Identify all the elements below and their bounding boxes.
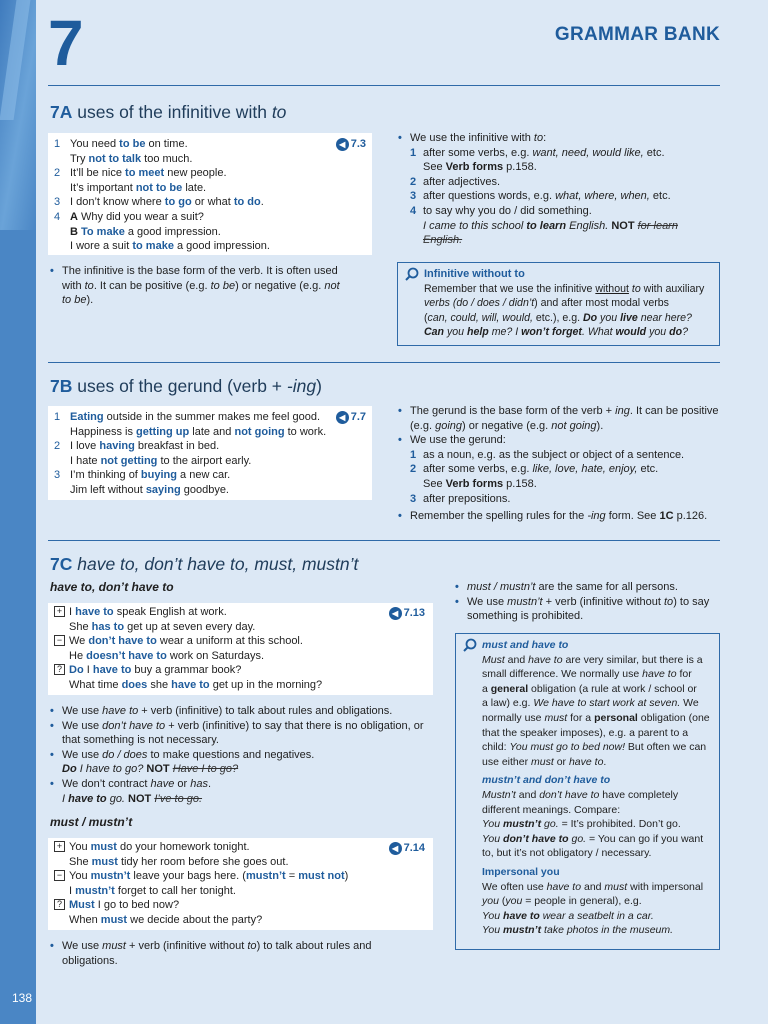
note-7a: • The infinitive is the base form of the verb. It is often used with to. It can be positive (e.g. to be) or negative (e.g. not to be).: [50, 265, 340, 307]
rule-line: See Verb forms p.158.: [423, 477, 537, 490]
example-line: − We don’t have to wear a uniform at this school.: [54, 634, 427, 649]
note-must: • We use must + verb (infinitive without to) to talk about rules and obligations.: [50, 940, 372, 967]
rule-line: 2 after adjectives.: [410, 175, 501, 188]
note-line: • We don’t contract have or has. I have to go. NOT I’ve to go.: [50, 777, 212, 805]
section-7a-title: 7A uses of the infinitive with to: [50, 102, 287, 122]
tip-line: We often use have to and must with impersonal: [482, 880, 704, 893]
question-icon: ?: [54, 899, 65, 910]
tip-line: Can you help me? I won’t forget. What would you do?: [424, 326, 688, 339]
example-line: She must tidy her room before she goes out.: [69, 855, 289, 868]
rule-line: 1 as a noun, e.g. as the subject or object of a sentence.: [410, 448, 685, 461]
example-line: 1 You need to be on time.: [54, 138, 188, 150]
note-line: • We use don’t have to + verb (infinitive) to say that there is no obligation, or that something is not necessary.: [50, 719, 424, 747]
rule-line: 2 after some verbs, e.g. like, love, hate, enjoy, etc.: [410, 463, 659, 476]
tip-line: use either must or have to.: [482, 755, 607, 768]
rule-line: English.: [423, 234, 463, 247]
example-line: She has to get up at seven every day.: [69, 620, 256, 633]
tip-line: that the speaker imposes), e.g. a parent to a: [482, 726, 689, 739]
rules-7b: • The gerund is the base form of the verb + ing. It can be positive (e.g. going) or negative (e.g. not going). • We use the gerund: 1 as a noun, e.g. as the subject or object of a sentence. 2 after some verbs, e.g. like, love, hate, enjoy, etc. See Verb forms p.158. 3 after prepositions. • Remember the spelling rules for the -ing form. See 1C p.126.: [398, 405, 719, 523]
tip-heading-impersonal: Impersonal you: [482, 865, 560, 878]
subheading-must: must / mustn’t: [50, 815, 133, 829]
audio-icon: ◀: [336, 411, 349, 424]
subheading-have-to: have to, don’t have to: [50, 580, 174, 594]
audio-7-3[interactable]: ◀ 7.3: [336, 137, 366, 152]
tip-line: Must and have to are very similar, but there is a: [482, 653, 703, 666]
tip-line: You have to wear a seatbelt in a car.: [482, 909, 654, 922]
audio-icon: ◀: [336, 138, 349, 151]
tip-must-and-have-to: [455, 633, 720, 950]
example-line: 2 It’ll be nice to meet new people.: [54, 167, 227, 180]
example-line: ? Do I have to buy a grammar book?: [54, 663, 427, 678]
note-line: • We use do / does to make questions and negatives. Do I have to go? NOT Have I to go?: [50, 748, 315, 776]
negative-icon: −: [54, 635, 65, 646]
tip-line: different meanings. Compare:: [482, 803, 621, 816]
rules-7a: • We use the infinitive with to: 1 after some verbs, e.g. want, need, would like, etc. See Verb forms p.158. 2 after adjectives. 3 after questions words, e.g. what, where, when, etc. 4 to say why you do / did something. I came to this school to learn English. NOT for learn English.: [398, 131, 720, 248]
example-line: Happiness is getting up late and not going to work.: [70, 425, 327, 438]
tip-line: child: You must go to bed now! But often we can: [482, 741, 707, 754]
example-line: ? Must I go to bed now?: [54, 898, 427, 913]
example-line: + I have to speak English at work.: [54, 605, 427, 620]
tip-line: small difference. We normally use have to for: [482, 668, 692, 681]
example-line: 3 I don’t know where to go or what to do.: [54, 196, 264, 209]
audio-icon: ◀: [389, 842, 402, 855]
example-line: I wore a suit to make a good impression.: [70, 240, 270, 253]
example-line: Jim left without saying goodbye.: [70, 483, 229, 496]
rules-must: • must / mustn’t are the same for all persons. • We use mustn’t + verb (infinitive without to) to say something is prohibited.: [455, 581, 710, 623]
rule-line: I came to this school to learn English. NOT for learn: [423, 219, 678, 232]
audio-icon: ◀: [389, 607, 402, 620]
examples-7b: [48, 406, 372, 500]
tip-line: You mustn’t take photos in the museum.: [482, 924, 674, 937]
magnifier-icon: [463, 638, 477, 652]
examples-7c-have-to: [48, 603, 433, 695]
divider: [48, 362, 720, 363]
rule-line: See Verb forms p.158.: [423, 161, 537, 174]
positive-icon: +: [54, 841, 65, 852]
audio-7-14[interactable]: ◀ 7.14: [389, 841, 425, 856]
tip-line: You don’t have to go. = You can go if you want: [482, 832, 704, 845]
tip-line: a general obligation (a rule at work / school or: [482, 682, 697, 695]
page-number: 138: [12, 991, 33, 1005]
example-line: It’s important not to be late.: [70, 181, 207, 194]
grammar-bank-title: GRAMMAR BANK: [554, 24, 720, 45]
rule-line: 1 after some verbs, e.g. want, need, would like, etc.: [410, 146, 665, 159]
audio-7-7[interactable]: ◀ 7.7: [336, 410, 366, 425]
example-line: 3 I’m thinking of buying a new car.: [54, 469, 231, 482]
note-line: • We use have to + verb (infinitive) to talk about rules and obligations.: [50, 705, 393, 717]
tip-title: Infinitive without to: [424, 268, 525, 280]
tip-infinitive-without-to: [397, 262, 720, 346]
tip-heading-mustnt: mustn’t and don’t have to: [482, 774, 611, 787]
notes-have-to: [50, 704, 435, 806]
rule-line: 3 after questions words, e.g. what, where, when, etc.: [410, 190, 671, 203]
audio-7-13[interactable]: ◀ 7.13: [389, 606, 425, 621]
example-line: When must we decide about the party?: [69, 913, 263, 926]
examples-7c-must: [48, 838, 433, 930]
example-line: He doesn’t have to work on Saturdays.: [69, 649, 265, 662]
example-line: + You must do your homework tonight.: [54, 840, 427, 855]
tip-title: must and have to: [482, 639, 569, 651]
tip-line: (can, could, will, would, etc.), e.g. Do you live near here?: [424, 311, 692, 324]
rule-line: 3 after prepositions.: [410, 492, 511, 505]
tip-line: normally use must for a personal obligation (one: [482, 711, 710, 724]
example-line: − You mustn’t leave your bags here. (mustn’t = must not): [54, 869, 427, 884]
page-sidebar: [0, 0, 36, 1024]
section-7b-title: 7B uses of the gerund (verb + -ing): [50, 376, 322, 396]
negative-icon: −: [54, 870, 65, 881]
example-line: Try not to talk too much.: [70, 152, 193, 165]
examples-7a: [48, 133, 372, 255]
tip-line: Remember that we use the infinitive without to with auxiliary: [424, 282, 705, 295]
example-line: 1 Eating outside in the summer makes me feel good.: [54, 411, 321, 423]
example-line: What time does she have to get up in the morning?: [69, 678, 323, 691]
question-icon: ?: [54, 664, 65, 675]
tip-line: a law) e.g. We have to start work at seven. We: [482, 697, 699, 710]
rule-line: 4 to say why you do / did something.: [410, 204, 592, 217]
tip-line: Mustn’t and don’t have to have completely: [482, 788, 679, 801]
unit-number: 7: [48, 7, 84, 79]
divider: [48, 85, 720, 86]
tip-line: You mustn’t go. = It’s prohibited. Don’t go.: [482, 818, 681, 831]
positive-icon: +: [54, 606, 65, 617]
example-line: 4 A Why did you wear a suit?: [54, 210, 204, 223]
example-line: 2 I love having breakfast in bed.: [54, 440, 220, 453]
divider: [48, 540, 720, 541]
tip-line: you (you = people in general), e.g.: [482, 895, 642, 908]
tip-line: to, but it’s not obligatory / necessary.: [482, 847, 652, 860]
section-7c-title: 7C have to, don’t have to, must, mustn’t: [50, 554, 359, 574]
magnifier-icon: [405, 267, 419, 281]
example-line: I hate not getting to the airport early.: [70, 454, 252, 467]
example-line: I mustn’t forget to call her tonight.: [69, 884, 236, 897]
tip-line: verbs (do / does / didn’t) and after most modal verbs: [424, 297, 669, 310]
example-line: B To make a good impression.: [70, 225, 221, 238]
